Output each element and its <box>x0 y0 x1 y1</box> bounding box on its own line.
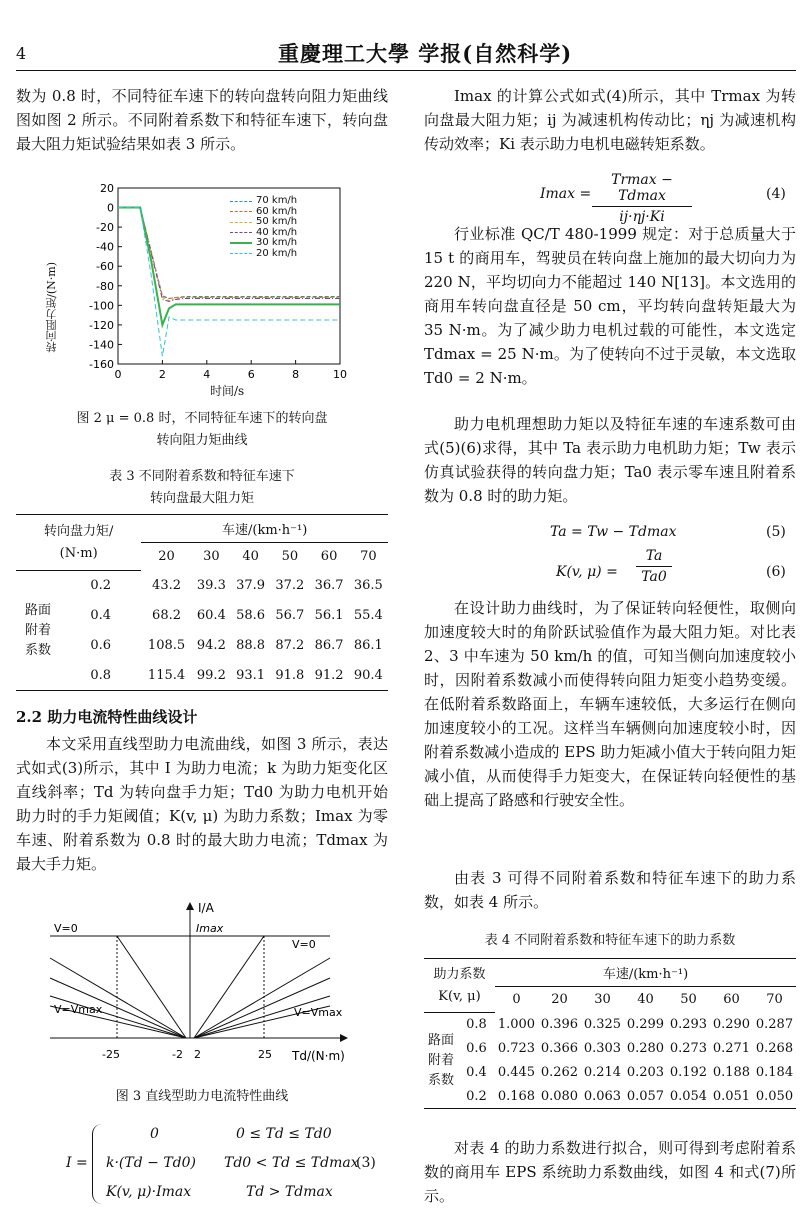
table-row <box>424 1037 796 1061</box>
table-4-speed-0: 0 <box>512 992 521 1008</box>
table-row <box>424 1013 796 1037</box>
equation-4-number: (4) <box>766 186 786 202</box>
figure-2-xtick-label: 0 <box>114 368 122 381</box>
table-4-row-mu: 0.6 <box>466 1041 487 1056</box>
table-3-title-line-1: 表 3 不同附着系数和特征车速下 <box>109 469 295 484</box>
figure-2-legend-item <box>230 238 297 249</box>
equation-3-case-3-cond: Td > Tdmax <box>246 1184 333 1200</box>
table-3-cell: 94.2 <box>196 638 226 653</box>
table-row <box>16 601 388 631</box>
figure-2-xtick-label: 8 <box>292 368 300 381</box>
equation-3-number: (3) <box>356 1155 376 1171</box>
figure-3-xtick-3: 2 <box>194 1048 201 1061</box>
figure-2-legend-swatch <box>230 253 252 254</box>
table-3-cell: 86.1 <box>353 638 383 653</box>
figure-2-series-line <box>118 205 340 357</box>
table-3-cell: 91.2 <box>314 667 344 683</box>
table-4-cell: 0.214 <box>583 1065 622 1080</box>
figure-2-xlabel: 时间/s <box>210 384 245 398</box>
table-3-cell: 88.8 <box>236 638 266 653</box>
equation-3-case-1-expr: 0 <box>150 1126 159 1142</box>
table-3-cell: 90.4 <box>353 667 383 683</box>
table-row <box>16 631 388 661</box>
table-3-row-mu: 0.8 <box>90 667 111 683</box>
header-rule <box>16 70 796 71</box>
figure-2-legend-label: 30 km/h <box>256 237 298 248</box>
table-4-cell: 0.299 <box>626 1017 665 1032</box>
table-4-cell: 0.366 <box>540 1041 579 1056</box>
right-paragraph-1: Imax 的计算公式如式(4)所示，其中 Trmax 为转向盘最大阻力矩；ij 为减速机构传动比；ηj 为减速机构传动效率；Ki 表示助力电机电磁转矩系数。 <box>424 87 796 153</box>
figure-2-series-line <box>118 205 340 302</box>
table-3-cell: 86.7 <box>314 638 344 653</box>
table-3-speed-0: 20 <box>158 549 175 565</box>
table-3-row-group: 路面 附着 系数 <box>24 602 51 658</box>
table-4-speed-3: 40 <box>637 992 654 1008</box>
table-4-speed-2: 30 <box>594 992 611 1008</box>
table-3-speed-2: 40 <box>242 549 259 565</box>
table-3-title-line-2: 转向盘最大阻力矩 <box>149 491 254 506</box>
equation-6-fraction <box>636 548 672 585</box>
section-2-2-heading: 2.2 助力电流特性曲线设计 <box>16 708 198 726</box>
figure-3-xtick-4: 25 <box>258 1048 272 1061</box>
table-4-cell: 0.057 <box>626 1088 665 1104</box>
table-4-cell: 0.723 <box>497 1041 536 1056</box>
table-3-row-mu: 0.2 <box>90 578 111 594</box>
table-row <box>16 661 388 691</box>
left-paragraph-2: 本文采用直线型助力电流曲线，如图 3 所示，表达式如式(3)所示，其中 I 为助力电流；k 为助力矩变化区直线斜率；Td 为转向盘手力矩；Td0 为助力电机开始助力时的手力矩阈值；K(v, μ) 为助力系数；Imax 为零车速、附着系数为 0.8 时的最大助力电流；Tdmax 为最大手力矩。 <box>16 735 388 873</box>
table-4-cell: 0.273 <box>669 1041 708 1056</box>
figure-2-xtick-label: 6 <box>247 368 255 381</box>
table-4-corner-line-1: 助力系数 <box>433 966 486 982</box>
figure-2-xtick-label: 4 <box>203 368 211 381</box>
table-4-row-mu: 0.2 <box>466 1088 487 1104</box>
figure-2-legend-swatch <box>230 201 252 202</box>
table-3 <box>16 514 388 691</box>
table-4-cell: 0.325 <box>583 1017 622 1032</box>
figure-2-series-line <box>118 205 340 299</box>
table-3-cell: 68.2 <box>152 608 181 623</box>
figure-2-ytick-label: -160 <box>89 358 114 371</box>
table-4-cell: 0.287 <box>755 1017 794 1032</box>
table-4-speed-5: 60 <box>723 992 740 1008</box>
figure-2-legend-item <box>230 217 297 228</box>
figure-2-legend-swatch <box>230 211 252 212</box>
figure-2-legend-swatch <box>230 232 252 233</box>
equation-6-denominator: Ta0 <box>641 569 667 585</box>
table-4-cell: 0.293 <box>669 1017 708 1032</box>
table-4-cell: 0.063 <box>583 1088 622 1104</box>
equation-4-denominator: ij·ηj·Ki <box>619 209 665 225</box>
figure-2-ytick-label: 20 <box>100 182 114 195</box>
figure-2-ytick-label: -60 <box>96 260 114 274</box>
table-3-cell: 115.4 <box>147 667 186 683</box>
equation-4-fraction <box>592 172 692 225</box>
figure-2-legend <box>230 196 297 259</box>
equation-3-case-2-cond: Td0 < Td ≤ Tdmax <box>224 1155 359 1171</box>
table-3-cell: 36.7 <box>314 578 344 593</box>
table-3-corner <box>16 515 141 571</box>
figure-2-legend-label: 60 km/h <box>256 205 298 217</box>
figure-2-xtick-label: 2 <box>158 368 166 381</box>
figure-3-xtick-2: -2 <box>172 1048 183 1061</box>
figure-2-legend-item <box>230 196 297 207</box>
figure-3-yaxis-label: I/A <box>198 901 214 915</box>
table-3-title <box>16 466 388 510</box>
figure-3-label-v0-right: V=0 <box>292 938 316 951</box>
table-4-speed-header: 车速/(km·h⁻¹) <box>495 959 796 987</box>
table-3-speed-5: 70 <box>360 549 377 565</box>
right-paragraph-6: 对表 4 的助力系数进行拟合，则可得到考虑附着系数的商用车 EPS 系统助力系数曲线，如图 4 和式(7)所示。 <box>424 1139 796 1205</box>
right-paragraph-5: 由表 3 可得不同附着系数和特征车速下的助力系数，如表 4 所示。 <box>424 869 796 911</box>
table-4-cell: 0.080 <box>540 1088 579 1104</box>
left-paragraph-1 <box>16 84 388 156</box>
equation-6-numerator: Ta <box>636 548 672 567</box>
table-3-cell: 56.1 <box>314 608 344 623</box>
table-4-speed-1: 20 <box>551 992 568 1008</box>
table-4-cell: 0.268 <box>755 1041 794 1056</box>
figure-2-caption-line-2: 转向阻力矩曲线 <box>156 433 248 448</box>
table-4-speed-6: 70 <box>766 992 783 1008</box>
table-4-corner <box>424 959 495 1013</box>
figure-2-legend-swatch <box>230 242 252 244</box>
table-4-speed-4: 50 <box>680 992 697 1008</box>
table-3-row-mu: 0.6 <box>90 638 111 653</box>
table-3-cell: 108.5 <box>147 638 186 653</box>
table-3-cell: 37.9 <box>236 578 266 593</box>
figure-2-ytick-label: -140 <box>89 338 114 352</box>
figure-2-chart <box>56 180 356 400</box>
figure-2-legend-label: 40 km/h <box>256 226 298 238</box>
figure-2-caption <box>16 408 388 452</box>
table-4-cell: 0.192 <box>669 1065 708 1080</box>
table-3-cell: 91.8 <box>275 667 305 683</box>
table-row <box>16 571 388 601</box>
figure-2-xtick-label: 10 <box>333 368 347 381</box>
table-4-row-group: 路面 附着 系数 <box>427 1032 454 1088</box>
equation-4-lhs: Imax = <box>540 186 592 202</box>
table-4-row-mu: 0.8 <box>466 1017 487 1033</box>
table-4-cell: 0.050 <box>755 1088 794 1104</box>
table-4-corner-line-2: K(v, μ) <box>438 988 481 1004</box>
table-3-corner-line-2: (N·m) <box>59 545 98 561</box>
equation-3-case-3-expr: K(v, μ)·Imax <box>106 1184 192 1200</box>
table-4 <box>424 958 796 1109</box>
table-3-cell: 99.2 <box>196 667 226 683</box>
table-4-cell: 1.000 <box>497 1017 536 1032</box>
table-4-title: 表 4 不同附着系数和特征车速下的助力系数 <box>484 933 736 948</box>
figure-2-ytick-label: -80 <box>96 279 114 293</box>
page-number: 4 <box>16 44 27 63</box>
figure-3-left-line-2 <box>50 958 186 1038</box>
equation-3-brace <box>92 1124 103 1204</box>
table-3-cell: 43.2 <box>152 578 181 593</box>
figure-3-label-v0-left: V=0 <box>54 922 78 935</box>
figure-2-legend-label: 20 km/h <box>256 247 298 259</box>
table-3-cell: 58.6 <box>236 608 266 623</box>
table-3-cell: 56.7 <box>275 608 305 623</box>
figure-3-label-imax: Imax <box>196 922 224 935</box>
table-3-speed-3: 50 <box>281 549 299 565</box>
table-3-cell: 60.4 <box>196 608 226 623</box>
table-3-speed-1: 30 <box>203 549 220 565</box>
table-4-cell: 0.054 <box>669 1088 708 1104</box>
table-3-cell: 36.5 <box>353 578 383 593</box>
figure-3-right-line-2 <box>194 958 330 1038</box>
figure-2-series-line <box>118 205 340 325</box>
table-3-cell: 87.2 <box>275 638 305 653</box>
table-4-cell: 0.184 <box>755 1065 794 1080</box>
figure-3-y-arrow <box>186 902 194 910</box>
equation-3-case-2-expr: k·(Td − Td0) <box>106 1155 196 1171</box>
table-3-cell: 55.4 <box>353 608 383 623</box>
table-row <box>424 1061 796 1085</box>
equation-5-number: (5) <box>766 524 786 540</box>
equation-6-lhs: K(v, μ) = <box>556 564 618 580</box>
figure-3-diagram <box>40 898 370 1078</box>
journal-title: 重慶理工大學 学报(自然科学) <box>278 41 573 66</box>
equation-3-lhs: I = <box>66 1155 88 1171</box>
figure-3-label-vmax-right: V=Vmax <box>294 1006 343 1019</box>
table-4-cell: 0.203 <box>626 1065 665 1080</box>
table-3-cell: 93.1 <box>236 667 266 683</box>
table-row <box>424 1085 796 1109</box>
figure-2-ytick-label: -40 <box>96 240 114 254</box>
table-4-row-mu: 0.4 <box>466 1065 487 1080</box>
table-3-cell: 39.3 <box>196 578 226 593</box>
figure-2-legend-label: 70 km/h <box>256 195 298 206</box>
table-4-cell: 0.303 <box>583 1041 622 1056</box>
figure-3-x-arrow <box>340 1034 348 1042</box>
right-paragraph-2: 行业标准 QC/T 480-1999 规定：对于总质量大于 15 t 的商用车，驾驶员在转向盘上施加的最大切向力为 220 N，平均切向力不能超过 140 N[13]。本文选用的商用车转向盘直径是 50 cm，平均转向盘转矩最大为 35 N·m。为了减少助力电机过载的可能性，本文选定 Tdmax = 25 N·m。为了使转向不过于灵敏，本文选取 Td0 = 2 N·m。 <box>424 225 796 387</box>
table-4-cell: 0.280 <box>626 1041 665 1056</box>
left-p1-text: 数为 0.8 时，不同特征车速下的转向盘转向阻力矩曲线图如图 2 所示。不同附着系数下和特征车速下，转向盘最大阻力矩试验结果如表 3 所示。 <box>16 87 388 153</box>
table-4-cell: 0.396 <box>540 1017 579 1032</box>
figure-2-legend-swatch <box>230 222 252 223</box>
table-3-speed-header: 车速/(km·h⁻¹) <box>141 515 388 543</box>
figure-3-xaxis-label: Td/(N·m) <box>292 1049 345 1063</box>
right-paragraph-3: 助力电机理想助力矩以及特征车速的车速系数可由式(5)(6)求得，其中 Ta 表示助力电机助力矩；Tw 表示仿真试验获得的转向盘力矩；Ta0 表示零车速且附着系数为 0.8 时的助力矩。 <box>424 415 796 505</box>
figure-2-ytick-label: 0 <box>107 201 114 215</box>
figure-2-ytick-label: -20 <box>96 221 114 235</box>
figure-3-xtick-1: -25 <box>102 1048 120 1061</box>
equation-5: Ta = Tw − Tdmax <box>550 524 677 540</box>
equation-3-case-1-cond: 0 ≤ Td ≤ Td0 <box>236 1126 332 1142</box>
table-4-cell: 0.445 <box>497 1065 536 1080</box>
figure-3-label-vmax-left: V=Vmax <box>54 1003 103 1016</box>
table-4-cell: 0.168 <box>497 1088 536 1104</box>
figure-2-ytick-label: -120 <box>89 318 114 332</box>
figure-2-caption-line-1: 图 2 μ = 0.8 时，不同特征车速下的转向盘 <box>76 411 328 426</box>
equation-4-numerator: Trmax − Tdmax <box>592 172 692 207</box>
figure-2-ytick-label: -100 <box>89 299 114 313</box>
table-4-cell: 0.290 <box>712 1017 751 1032</box>
table-3-speed-4: 60 <box>320 549 338 565</box>
figure-2-legend-item <box>230 249 297 260</box>
table-4-cell: 0.188 <box>712 1065 751 1080</box>
table-3-cell: 37.2 <box>275 578 305 593</box>
figure-3-caption: 图 3 直线型助力电流特性曲线 <box>115 1089 289 1104</box>
table-4-cell: 0.262 <box>540 1065 579 1080</box>
figure-2-ylabel: 转向阻力矩/(N·m) <box>45 262 58 353</box>
right-paragraph-4: 在设计助力曲线时，为了保证转向轻便性，取侧向加速度较大时的角阶跃试验值作为最大阻力矩。对比表 2、3 中车速为 50 km/h 的值，可知当侧向加速度较小时，因附着系数减小而使得转向阻力矩变小趋势变缓。在低附着系数路面上，车辆车速较低，大多运行在侧向加速度较小的工况。这样当车辆侧向加速度较小时，因附着系数减小造成的 EPS 助力矩减小值大于转向阻力矩减小值，从而使得手力矩变大，在保证转向轻便性的基础上提高了路感和行驶安全性。 <box>424 599 796 809</box>
table-3-row-mu: 0.4 <box>90 608 111 623</box>
figure-2-legend-label: 50 km/h <box>256 216 298 227</box>
table-4-cell: 0.271 <box>712 1041 751 1056</box>
table-4-cell: 0.051 <box>712 1088 751 1104</box>
equation-6-number: (6) <box>766 564 786 580</box>
table-3-corner-line-1: 转向盘力矩/ <box>43 523 114 539</box>
